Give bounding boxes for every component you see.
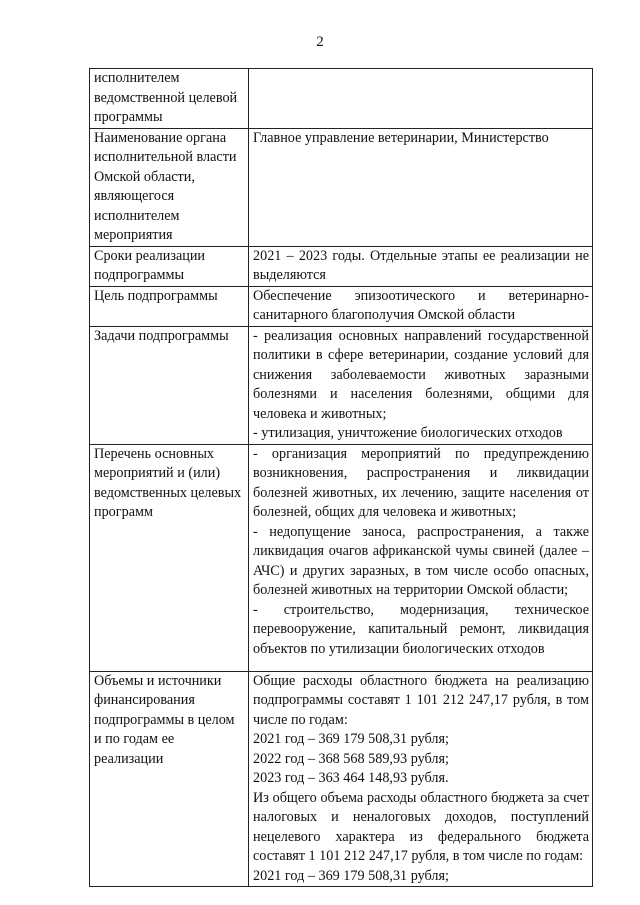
table-row	[90, 69, 593, 129]
row-value	[249, 286, 593, 326]
row-value	[249, 444, 593, 671]
value-paragraph: 2021 год – 369 179 508,31 рубля;	[253, 731, 449, 747]
row-label: Перечень основных мероприятий и (или) ведомственных целевых программ	[90, 444, 249, 671]
row-label: Цель подпрограммы	[90, 286, 249, 326]
value-paragraph: Из общего объема расходы областного бюджета за счет налоговых и неналоговых доходов, поступлений нецелевого характера из федерального бюджета составят 1 101 212 247,17 рубля, в том числе по годам:	[253, 789, 589, 864]
value-paragraph: 2022 год – 368 568 589,93 рубля;	[253, 750, 449, 767]
value-paragraph: Обеспечение эпизоотического и ветеринарно-санитарного благополучия Омской области	[253, 287, 589, 323]
table-row	[90, 671, 593, 887]
row-label: Наименование органа исполнительной власти Омской области, являющегося исполнителем мероприятия	[90, 128, 249, 246]
value-paragraph: - реализация основных направлений государственной политики в сфере ветеринарии, создание условий для снижения заболеваемости животных заразными болезнями и населения болезнями, общими для человека и животных;	[253, 327, 589, 422]
value-paragraph: - утилизация, уничтожение биологических отходов	[253, 425, 563, 441]
row-label: исполнителем ведомственной целевой программы	[90, 69, 249, 129]
table-row	[90, 286, 593, 326]
value-paragraph: - строительство, модернизация, техническое перевооружение, капитальный ремонт, ликвидация объектов по утилизации биологических отходов	[253, 601, 589, 657]
value-paragraph: Общие расходы областного бюджета на реализацию подпрограммы составят 1 101 212 247,17 рубля, в том числе по годам:	[253, 672, 589, 728]
row-value	[249, 671, 593, 887]
value-paragraph: 2021 год – 369 179 508,31 рубля;	[253, 867, 449, 884]
page-number: 2	[316, 34, 324, 50]
row-value	[249, 128, 593, 246]
table-row	[90, 246, 593, 286]
table-row	[90, 326, 593, 444]
value-paragraph: - организация мероприятий по предупреждению возникновения, распространения и ликвидации болезней животных, их лечению, защите населения от болезней, общих для человека и животных;	[253, 445, 589, 520]
row-label: Задачи подпрограммы	[90, 326, 249, 444]
value-paragraph: Главное управление ветеринарии, Министерство	[253, 129, 549, 146]
row-label: Сроки реализации подпрограммы	[90, 246, 249, 286]
row-value	[249, 246, 593, 286]
value-paragraph: 2021 – 2023 годы. Отдельные этапы ее реализации не выделяются	[253, 247, 589, 283]
table-row	[90, 444, 593, 671]
value-paragraph: 2023 год – 363 464 148,93 рубля.	[253, 770, 449, 786]
subprogram-passport-table	[89, 68, 593, 887]
row-label: Объемы и источники финансирования подпрограммы в целом и по годам ее реализации	[90, 671, 249, 887]
table-row	[90, 128, 593, 246]
value-paragraph: - недопущение заноса, распространения, а также ликвидация очагов африканской чумы свиней (далее – АЧС) и других заразных, в том числе особо опасных, болезней животных на территории Омской области;	[253, 523, 589, 598]
row-value	[249, 326, 593, 444]
row-value	[249, 69, 593, 129]
